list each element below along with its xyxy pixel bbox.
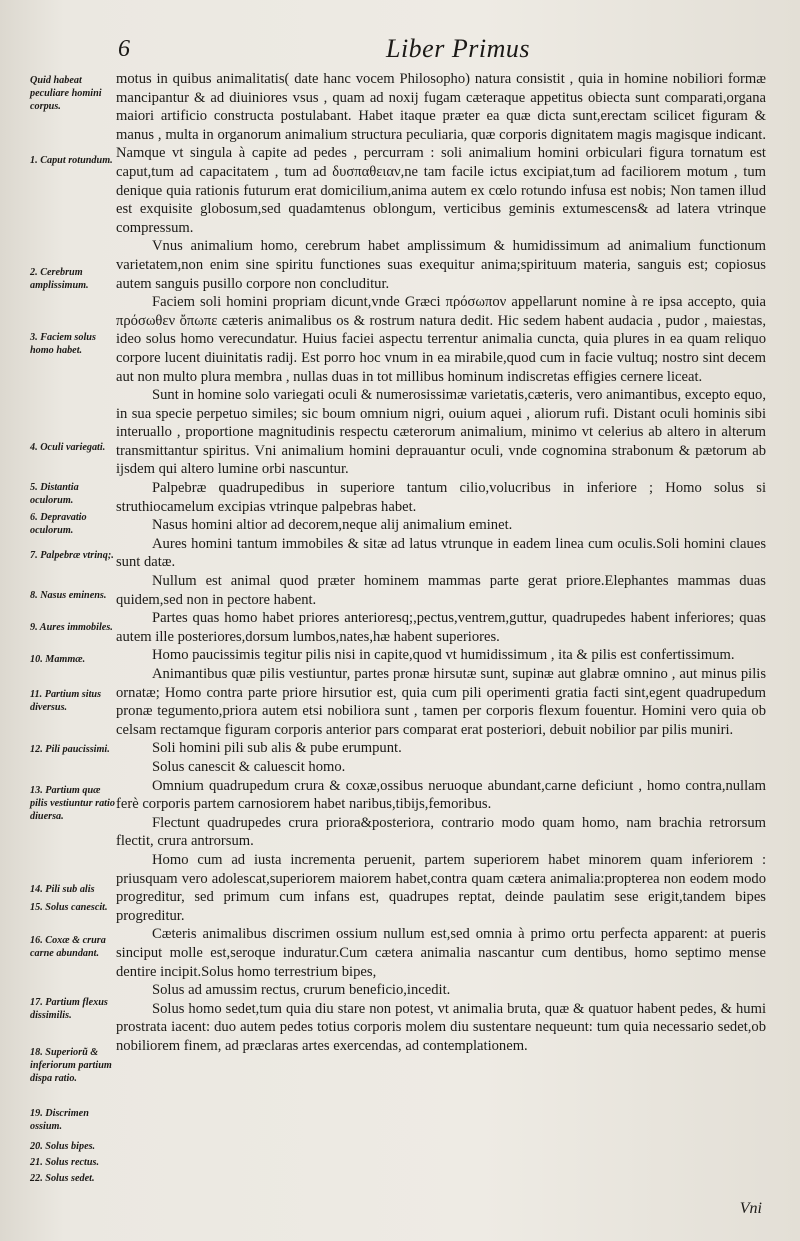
paragraph: Nasus homini altior ad decorem,neque alij animalium eminet. [152,517,513,534]
margin-note: 18. Superiorũ & inferiorum partium dispa ratio. [30,1047,112,1084]
margin-note: 22. Solus sedet. [30,1173,95,1184]
paragraph: Solus ad amussim rectus, crurum beneficio,incedit. [152,982,451,999]
paragraph: Cæteris animalibus discrimen ossium nullum est,sed omnia à primo ortu perfecta apparent: at pueris sinciput molle est,seroque induratur.Cum cætera animalia nascantur cum dentibus, homo septimo mense dentire incipit.Solus homo terrestrium bipes, [116,926,766,980]
margin-note: 7. Palpebræ vtrinq;. [30,550,114,561]
margin-note: 3. Faciem solus homo habet. [30,332,96,356]
paragraph: Vnus animalium homo, cerebrum habet amplissimum & humidissimum ad animalium functionum varietatem,non enim sine spiritu functiones suas exequitur anima;spirituum materia, sanguis est; copiosus autem sanguis pusillo corpore non concluditur. [116,238,766,292]
margin-note: 5. Distantia oculorum. [30,482,79,506]
paragraph: Omnium quadrupedum crura & coxæ,ossibus neruoque abundant,carne deficiunt , homo contra,nullam ferè corporis partem carnosiorem habet naribus,tibijs,femoribus. [116,777,766,813]
paragraph: Flectunt quadrupedes crura priora&posteriora, contrario modo quam homo, nam brachia retrorsum flectit, crura antrorsum. [116,814,766,850]
paragraph: motus in quibus animalitatis( date hanc vocem Philosopho) natura consistit , quia in homine nobiliori formæ mancipantur & ad diuiniores vsus , quam ad noxij fugam cæteraque appetitus obiecta sunt comparati,organa maiori artificio constructa postulabant. Habet itaque præter ea quæ dicta sunt,erectam scilicet figuram & manus , multa in organorum animalium structura peculiaria, quæ corporis dignitatem magis magisque indicant. Namque vt singula à capite ad pedes , percurram : soli animalium homini orbiculari figura tornatum est caput,tum ad capacitatem , tum ad δυσπαθειαν,ne tam facile ictus excipiat,tum ad faciliorem motum , tum denique quia rationis futurum erat domicilium,anima autem ex cœlo rotundo infusa est nobis; Non tamen illud est exquisite globosum,sed quadamtenus oblongum, verticibus geminis extumescens& ad latera vtrinque compressum. [116,71,766,236]
margin-note: 1. Caput rotundum. [30,155,113,166]
paragraph: Palpebræ quadrupedibus in superiore tantum cilio,volucribus in inferiore ; Homo solus si struthiocamelum excipias vtrinque palpebras habet. [116,480,766,515]
paragraph: Partes quas homo habet priores anterioresq;,pectus,ventrem,guttur, quadrupedes habent inferiores; quas autem ille posteriores,dorsum lumbos,nates,hæ habent superiores. [116,610,766,645]
paragraph: Aures homini tantum immobiles & sitæ ad latus vtrunque in eadem linea cum oculis.Soli homini claues sunt datæ. [116,535,766,571]
page-number: 6 [118,36,130,62]
main-text [116,70,766,1055]
paragraph: Homo cum ad iusta incrementa peruenit, partem superiorem habet minorem quam inferiorem : priusquam vero adolescat,superiorem maiorem habet,contra quam cætera animalia:propterea non eodem modo progreditur, sed primum cum infans est, quadrupes reptat, deinde paulatim sese erigit,tandem bipes progreditur. [116,851,766,924]
running-title: Liber Primus [386,34,530,63]
margin-note: 19. Discrimen ossium. [30,1108,89,1132]
paragraph: Solus homo sedet,tum quia diu stare non potest, vt animalia bruta, quæ & quatuor habent pedes, & humi prostrata iacent: duo autem pedes totius corporis molem diu sustentare nequeunt: tum quia necessario sedet,ob nobiliorem finem, ad præclaras artes exercendas, ad contemplationem. [116,1000,766,1054]
margin-note: 15. Solus canescit. [30,902,108,913]
margin-note: 9. Aures immobiles. [30,622,113,633]
paragraph: Soli homini pili sub alis & pube erumpunt. [152,740,402,757]
margin-note: 14. Pili sub alis [30,884,95,895]
margin-note: 10. Mammæ. [30,654,86,665]
catchword: Vni [739,1200,762,1217]
margin-note: 4. Oculi variegati. [30,442,106,453]
margin-note: 12. Pili paucissimi. [30,744,110,755]
paragraph: Solus canescit & caluescit homo. [152,758,346,775]
margin-note: 21. Solus rectus. [30,1157,100,1168]
margin-note: 17. Partium flexus dissimilis. [30,997,108,1021]
paragraph: Sunt in homine solo variegati oculi & numerosissimæ varietatis,cæteris, vero animantibus, excepto equo, in sua specie perpetuo similes; sic boum omnium nigri, ouium aquei , aliorum rufi. Distant oculi hominis sibi interuallo , proportione magnitudinis respectu cæterorum animalium, minimo vt celerius ab altero in alterum transmittantur spiritus. Vni animalium homini deprauantur oculi, vnde cognomina strabonum & pætorum ab ijsdem qui altero lumine orbi nascuntur. [116,387,766,478]
margin-note: 16. Coxæ & crura carne abundant. [30,935,106,959]
margin-note: 11. Partium situs diversus. [30,689,102,713]
margin-note: Quid habeat peculiare homini corpus. [30,75,102,112]
paragraph: Nullum est animal quod præter hominem mammas parte gerat priore.Elephantes mammas duas quidem,sed non in pectore habent. [116,573,766,608]
margin-note: 13. Partium quæ pilis vestiuntur ratio diuersa. [30,785,115,822]
margin-note: 8. Nasus eminens. [30,590,107,601]
paragraph: Homo paucissimis tegitur pilis nisi in capite,quod vt humidissimum , ita & pilis est confertissimum. [152,647,735,664]
margin-note: 6. Depravatio oculorum. [30,512,87,536]
paragraph: Faciem soli homini propriam dicunt,vnde Græci πρόσωπον appellarunt nomine à re ipsa accepto, quia πρόσωθεν ὄπωπε cæteris animalibus os & rostrum natura dedit. Hic sedem habent audacia , pudor , maiestas, ideo solus homo verecundatur. Huius faciei aspectu terrentur animalia cuncta, quia plures in ea quam reliquo corpore lucent diuinitatis radij. Est porro hoc vnum in ea mirabile,quod cum in facie vultuq; nostro sint decem aut non multo plura membra , nullas duas in tot millibus hominum indiscretas effigies cernere liceat. [116,294,766,385]
margin-note: 20. Solus bipes. [30,1141,96,1152]
margin-note: 2. Cerebrum amplissimum. [30,267,89,291]
paragraph: Animantibus quæ pilis vestiuntur, partes pronæ hirsutæ sunt, supinæ aut glabræ omnino , aut minus pilis ornatæ; Homo contra parte priore hirsutior est, quia cum pili operimenti gratia facti sint,egent quadrupedum pronæ tegumento,priora autem etsi nobiliora sunt , tamen per corporis flexum fouentur. Homini vero quia ob celsam rectamque figuram corporis anterior pars comparat erat posteriori, debuit nobilior par pilis muniri. [116,666,766,738]
